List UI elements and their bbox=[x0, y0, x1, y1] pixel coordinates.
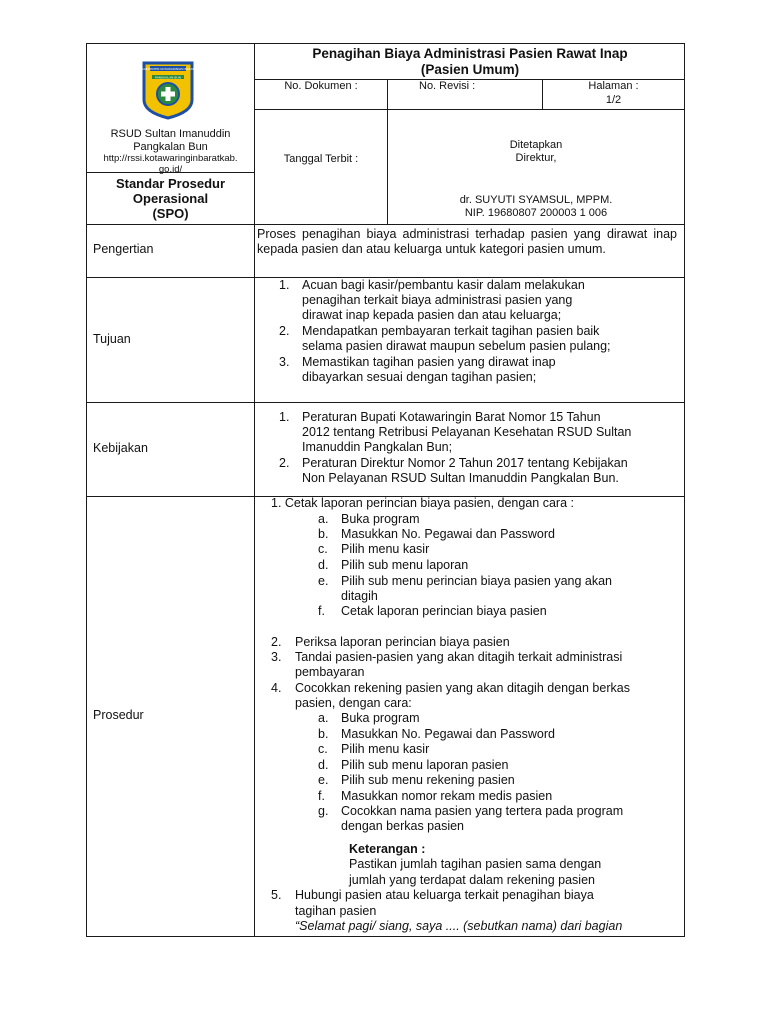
step4-sub-b: Masukkan No. Pegawai dan Password bbox=[341, 727, 556, 741]
prosedur-step-4-l2: pasien, dengan cara: bbox=[295, 696, 412, 710]
document-subtitle: (Pasien Umum) bbox=[420, 62, 520, 77]
kebijakan-1-l3: Imanuddin Pangkalan Bun; bbox=[302, 440, 453, 454]
org-url-line1: http://rssi.kotawaringinbaratkab. bbox=[103, 153, 238, 164]
document-title: Penagihan Biaya Administrasi Pasien Rawat Inap bbox=[312, 46, 628, 61]
tujuan-2-l2: selama pasien dirawat maupun sebelum pasien pulang; bbox=[302, 339, 611, 353]
signer-nip: NIP. 19680807 200003 1 006 bbox=[464, 207, 608, 219]
step4-sub-a: Buka program bbox=[341, 711, 420, 725]
tujuan-num-2: 2. bbox=[279, 324, 290, 338]
keterangan-l1: Pastikan jumlah tagihan pasien sama dengan bbox=[349, 857, 602, 871]
tujuan-num-1: 1. bbox=[279, 278, 290, 292]
tujuan-label: Tujuan bbox=[93, 332, 131, 346]
step4-sub-e: Pilih sub menu rekening pasien bbox=[341, 773, 515, 787]
logo-ribbon-text: PANGKALAN BUN bbox=[155, 75, 181, 80]
border-right bbox=[684, 43, 685, 937]
kebijakan-2-l1: Peraturan Direktur Nomor 2 Tahun 2017 tentang Kebijakan bbox=[302, 456, 628, 470]
step4-sub-f-key: f. bbox=[318, 789, 325, 803]
column-divider bbox=[254, 43, 255, 937]
tujuan-2-l1: Mendapatkan pembayaran terkait tagihan pasien baik bbox=[302, 324, 600, 338]
logo-top-text: KABUPATEN KOTAWARINGIN BARAT bbox=[141, 67, 195, 71]
kebijakan-num-1: 1. bbox=[279, 410, 290, 424]
border-top bbox=[86, 43, 685, 44]
tujuan-1-l3: dirawat inap kepada pasien dan atau keluarga; bbox=[302, 308, 562, 322]
step1-sub-f-key: f. bbox=[318, 604, 325, 618]
spo-line2: Operasional bbox=[132, 191, 209, 206]
step1-sub-c-key: c. bbox=[318, 542, 328, 556]
step4-sub-d-key: d. bbox=[318, 758, 329, 772]
step1-sub-f: Cetak laporan perincian biaya pasien bbox=[341, 604, 547, 618]
org-name-line1: RSUD Sultan Imanuddin bbox=[110, 128, 231, 140]
tujuan-num-3: 3. bbox=[279, 355, 290, 369]
prosedur-step-1: 1. Cetak laporan perincian biaya pasien, dengan cara : bbox=[271, 496, 574, 510]
prosedur-step-5-l1: Hubungi pasien atau keluarga terkait penagihan biaya bbox=[295, 888, 594, 902]
direktur-label: Direktur, bbox=[515, 152, 557, 164]
step1-sub-b: Masukkan No. Pegawai dan Password bbox=[341, 527, 556, 541]
step1-sub-e-key: e. bbox=[318, 574, 329, 588]
org-name-line2: Pangkalan Bun bbox=[133, 141, 208, 153]
spo-line3: (SPO) bbox=[152, 206, 189, 221]
prosedur-step-4-l1: Cocokkan rekening pasien yang akan ditagih dengan berkas bbox=[295, 681, 630, 695]
step4-sub-g: Cocokkan nama pasien yang tertera pada program bbox=[341, 804, 624, 818]
step4-sub-a-key: a. bbox=[318, 711, 329, 725]
step1-sub-c: Pilih menu kasir bbox=[341, 542, 430, 556]
no-revisi-label: No. Revisi : bbox=[419, 80, 476, 92]
step1-sub-d: Pilih sub menu laporan bbox=[341, 558, 469, 572]
step4-sub-d: Pilih sub menu laporan pasien bbox=[341, 758, 509, 772]
step1-sub-d-key: d. bbox=[318, 558, 329, 572]
prosedur-step-5-l2: tagihan pasien bbox=[295, 904, 377, 918]
step1-sub-a-key: a. bbox=[318, 512, 329, 526]
tanggal-terbit-label: Tanggal Terbit : bbox=[283, 153, 359, 165]
step1-sub-e: Pilih sub menu perincian biaya pasien yang akan bbox=[341, 574, 613, 588]
kebijakan-2-l2: Non Pelayanan RSUD Sultan Imanuddin Pangkalan Bun. bbox=[302, 471, 619, 485]
prosedur-step-3-l1: Tandai pasien-pasien yang akan ditagih terkait administrasi bbox=[295, 650, 623, 664]
signer-name: dr. SUYUTI SYAMSUL, MPPM. bbox=[459, 194, 613, 206]
step4-sub-c-key: c. bbox=[318, 742, 328, 756]
ditetapkan-label: Ditetapkan bbox=[509, 139, 563, 151]
halaman-label: Halaman : bbox=[588, 80, 639, 92]
step1-sub-e-l2: ditagih bbox=[341, 589, 378, 603]
kebijakan-1-l1: Peraturan Bupati Kotawaringin Barat Nomor 15 Tahun bbox=[302, 410, 601, 424]
step4-sub-b-key: b. bbox=[318, 727, 329, 741]
row-line-1 bbox=[86, 224, 685, 225]
halaman-value: 1/2 bbox=[605, 94, 622, 106]
step4-sub-g-key: g. bbox=[318, 804, 329, 818]
pengertian-label: Pengertian bbox=[93, 242, 154, 256]
kebijakan-num-2: 2. bbox=[279, 456, 290, 470]
prosedur-step-2: Periksa laporan perincian biaya pasien bbox=[295, 635, 510, 649]
kebijakan-1-l2: 2012 tentang Retribusi Pelayanan Kesehatan RSUD Sultan bbox=[302, 425, 632, 439]
tujuan-3-l2: dibayarkan sesuai dengan tagihan pasien; bbox=[302, 370, 537, 384]
step1-sub-b-key: b. bbox=[318, 527, 329, 541]
tujuan-1-l2: penagihan terkait biaya administrasi pasien yang bbox=[302, 293, 573, 307]
step4-sub-g-l2: dengan berkas pasien bbox=[341, 819, 465, 833]
step4-sub-e-key: e. bbox=[318, 773, 329, 787]
tujuan-1-l1: Acuan bagi kasir/pembantu kasir dalam melakukan bbox=[302, 278, 585, 292]
keterangan-l2: jumlah yang terdapat dalam rekening pasien bbox=[349, 873, 595, 887]
step1-sub-a: Buka program bbox=[341, 512, 420, 526]
border-bottom bbox=[86, 936, 685, 937]
tujuan-3-l1: Memastikan tagihan pasien yang dirawat inap bbox=[302, 355, 556, 369]
header-line-2 bbox=[254, 109, 685, 110]
no-dokumen-label: No. Dokumen : bbox=[284, 80, 358, 92]
prosedur-step-3-l2: pembayaran bbox=[295, 665, 365, 679]
prosedur-label: Prosedur bbox=[93, 708, 144, 722]
kebijakan-label: Kebijakan bbox=[93, 441, 148, 455]
pengertian-text: Proses penagihan biaya administrasi terhadap pasien yang dirawat inap kepada pasien dan atau keluarga untuk kategori pasien umum. bbox=[257, 227, 677, 257]
row-line-3 bbox=[86, 402, 685, 403]
org-url-line2: go.id/ bbox=[158, 164, 183, 175]
hospital-logo bbox=[141, 60, 195, 120]
spo-line1: Standar Prosedur bbox=[115, 176, 226, 191]
spo-document: Penagihan Biaya Administrasi Pasien Rawat Inap (Pasien Umum) No. Dokumen : No. Revisi : Halaman : 1/2 Tanggal Terbit : Ditetapkan Direktur, dr. SUYUTI SYAMSUL, MPPM. NIP. 19680807 200003 1 006 KABUPATEN KOTAWARINGIN BARAT PANGKALAN BUN RSUD Sultan Imanuddin Pangkalan Bun http://rssi.kotawaringinbaratkab. go.id/ Standar Prosedur Operasional (SPO) Pengertian Proses penagihan biaya administrasi terhadap pasien yang dirawat inap kepada pasien dan atau keluarga untuk kategori pasien umum. Tujuan 1. Acuan bagi kasir/pembantu kasir dalam melakukan penagihan terkait biaya administrasi pasien yang dirawat inap kepada pasien dan atau keluarga; 2. Mendapatkan pembayaran terkait tagihan pasien baik selama pasien dirawat maupun sebelum pasien pulang; 3. Memastikan tagihan pasien yang dirawat inap dibayarkan sesuai dengan tagihan pasien; Kebijakan 1. Peraturan Bupati Kotawaringin Barat Nomor 15 Tahun 2012 tentang Retribusi Pelayanan Kesehatan RSUD Sultan Imanuddin Pangkalan Bun; 2. Peraturan Direktur Nomor 2 Tahun 2017 tentang Kebijakan Non Pelayanan RSUD Sultan Imanuddin Pangkalan Bun. Prosedur 1. Cetak laporan perincian biaya pasien, dengan cara : a. Buka program b. Masukkan No. Pegawai dan Password c. Pilih menu kasir d. Pilih sub menu laporan e. Pilih sub menu perincian biaya pasien yang akan ditagih f. Cetak laporan perincian biaya pasien 2. Periksa laporan perincian biaya pasien 3. Tandai pasien-pasien yang akan ditagih terkait administrasi pembayaran 4. Cocokkan rekening pasien yang akan ditagih dengan berkas pasien, dengan cara: a. Buka program b. Masukkan No. Pegawai dan Password c. Pilih menu kasir d. Pilih sub menu laporan pasien e. Pilih sub menu rekening pasien f. Masukkan nomor rekam medis pasien g. Cocokkan nama pasien yang tertera pada program dengan berkas pasien Keterangan : Pastikan jumlah tagihan pasien sama dengan jumlah yang terdapat dalam rekening pasien 5. Hubungi pasien atau keluarga terkait penagihan biaya tagihan pasien “Selamat pagi/ siang, saya .... (sebutkan nama) dari bagian bbox=[86, 43, 685, 937]
step4-sub-f: Masukkan nomor rekam medis pasien bbox=[341, 789, 553, 803]
prosedur-step-5-quote: “Selamat pagi/ siang, saya .... (sebutkan nama) dari bagian bbox=[295, 919, 623, 933]
step4-sub-c: Pilih menu kasir bbox=[341, 742, 430, 756]
keterangan-label: Keterangan : bbox=[349, 842, 426, 856]
